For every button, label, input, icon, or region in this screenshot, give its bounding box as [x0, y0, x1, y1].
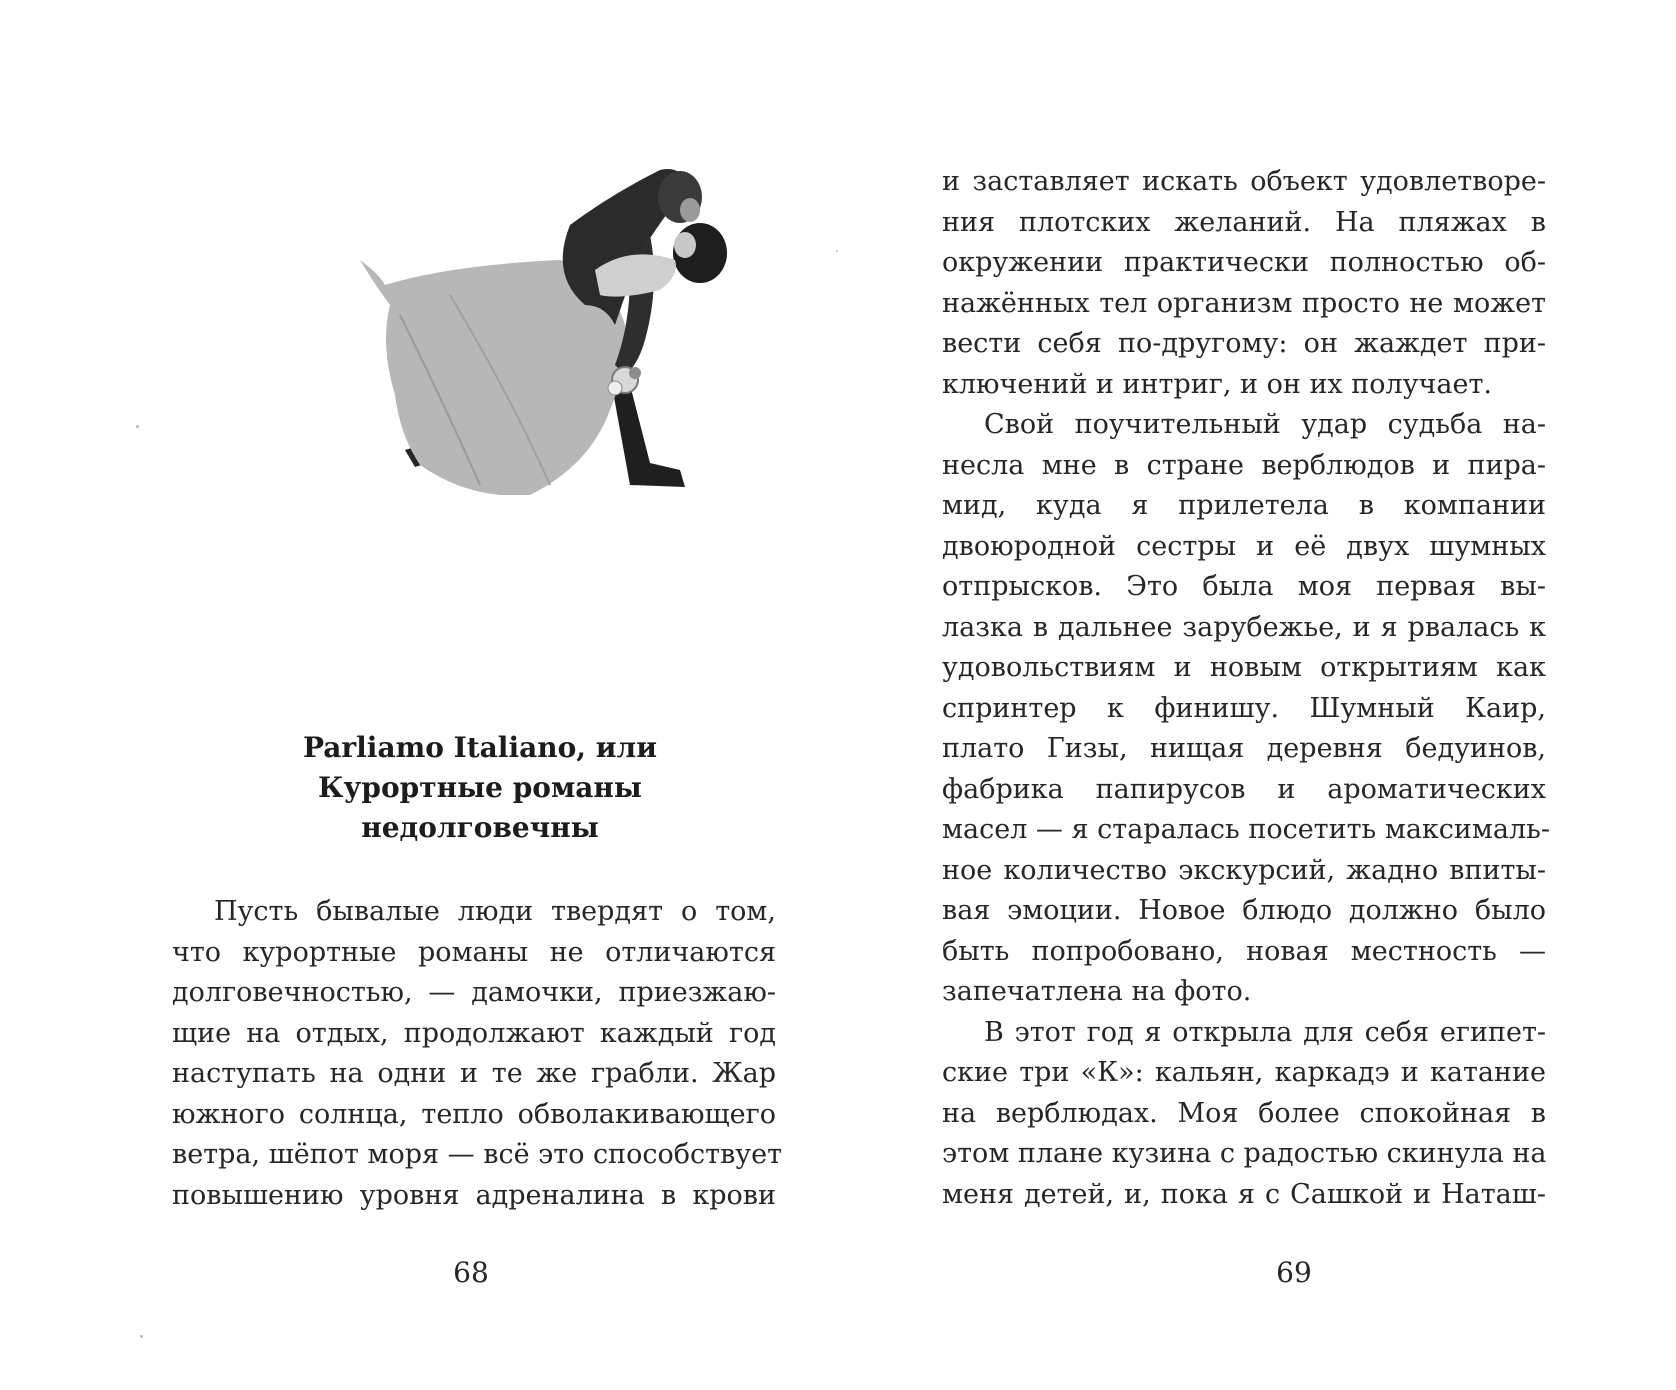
- text-line: окружении практически полностью об-: [942, 247, 1546, 278]
- text-line: быть попробовано, новая местность —: [942, 935, 1546, 967]
- text-line: масел — я старалась посетить максималь-: [942, 814, 1550, 845]
- chapter-title: [170, 728, 790, 848]
- text-line: наступать на одни и те же грабли. Жар: [172, 1058, 776, 1089]
- text-line: Свой поучительный удар судьба на-: [984, 409, 1546, 440]
- dancing-couple-drawing: [360, 165, 740, 495]
- scan-speck: [836, 250, 838, 252]
- text-line: ключений и интриг, и он их получает.: [942, 368, 1492, 400]
- text-line: долговечностью, — дамочки, приезжаю-: [172, 977, 776, 1008]
- chapter-title-line: Parliamo Italiano, или: [302, 731, 658, 764]
- page-number: 68: [453, 1256, 489, 1289]
- text-line: что курортные романы не отличаются: [172, 936, 776, 968]
- text-line: лазка в дальнее зарубежье, и я рвалась к: [942, 611, 1546, 643]
- text-line: вая эмоции. Новое блюдо должно было: [942, 895, 1546, 926]
- text-line: ветра, шёпот моря — всё это способствует: [172, 1139, 783, 1170]
- text-line: повышению уровня адреналина в крови: [172, 1179, 776, 1211]
- text-line: отпрысков. Это была моя первая вы-: [942, 571, 1546, 602]
- text-line: и заставляет искать объект удовлетворе-: [942, 166, 1546, 197]
- text-line: двоюродной сестры и её двух шумных: [942, 530, 1546, 562]
- text-line: Пусть бывалые люди твердят о том,: [214, 896, 776, 927]
- text-line: В этот год я открыла для себя египет-: [984, 1016, 1546, 1048]
- right-page: [838, 0, 1676, 1390]
- text-line: этом плане кузина с радостью скинула на: [942, 1138, 1547, 1169]
- text-line: запечатлена на фото.: [942, 976, 1252, 1007]
- text-line: удовольствиям и новым открытиям как: [942, 652, 1546, 683]
- text-line: фабрика папирусов и ароматических: [942, 773, 1546, 805]
- chapter-title-line: Курортные романы: [318, 771, 642, 804]
- chapter-title-line: недолговечны: [361, 811, 599, 844]
- text-line: щие на отдых, продолжают каждый год: [172, 1017, 776, 1049]
- text-line: спринтер к финишу. Шумный Каир,: [942, 692, 1546, 724]
- scan-speck: [140, 1335, 143, 1338]
- text-line: мид, куда я прилетела в компании: [942, 490, 1546, 521]
- text-line: ния плотских желаний. На пляжах в: [942, 206, 1546, 238]
- text-line: вести себя по-другому: он жаждет при-: [942, 328, 1546, 359]
- scan-speck: [136, 425, 139, 428]
- text-line: на верблюдах. Моя более спокойная в: [942, 1097, 1546, 1129]
- dancing-couple-illustration: [360, 165, 740, 495]
- right-page-body-text: [942, 162, 1550, 1215]
- text-line: ские три «К»: кальян, каркадэ и катание: [942, 1057, 1546, 1088]
- text-line: плато Гизы, нищая деревня бедуинов,: [942, 733, 1546, 764]
- text-line: нажённых тел организм просто не может: [942, 287, 1546, 319]
- text-line: ное количество экскурсий, жадно впиты-: [942, 854, 1546, 886]
- text-line: меня детей, и, пока я с Сашкой и Наташ-: [942, 1178, 1546, 1210]
- text-line: несла мне в стране верблюдов и пира-: [942, 449, 1546, 481]
- text-line: южного солнца, тепло обволакивающего: [172, 1098, 776, 1130]
- page-number: 69: [1276, 1256, 1312, 1289]
- left-page-body-text: [172, 892, 783, 1216]
